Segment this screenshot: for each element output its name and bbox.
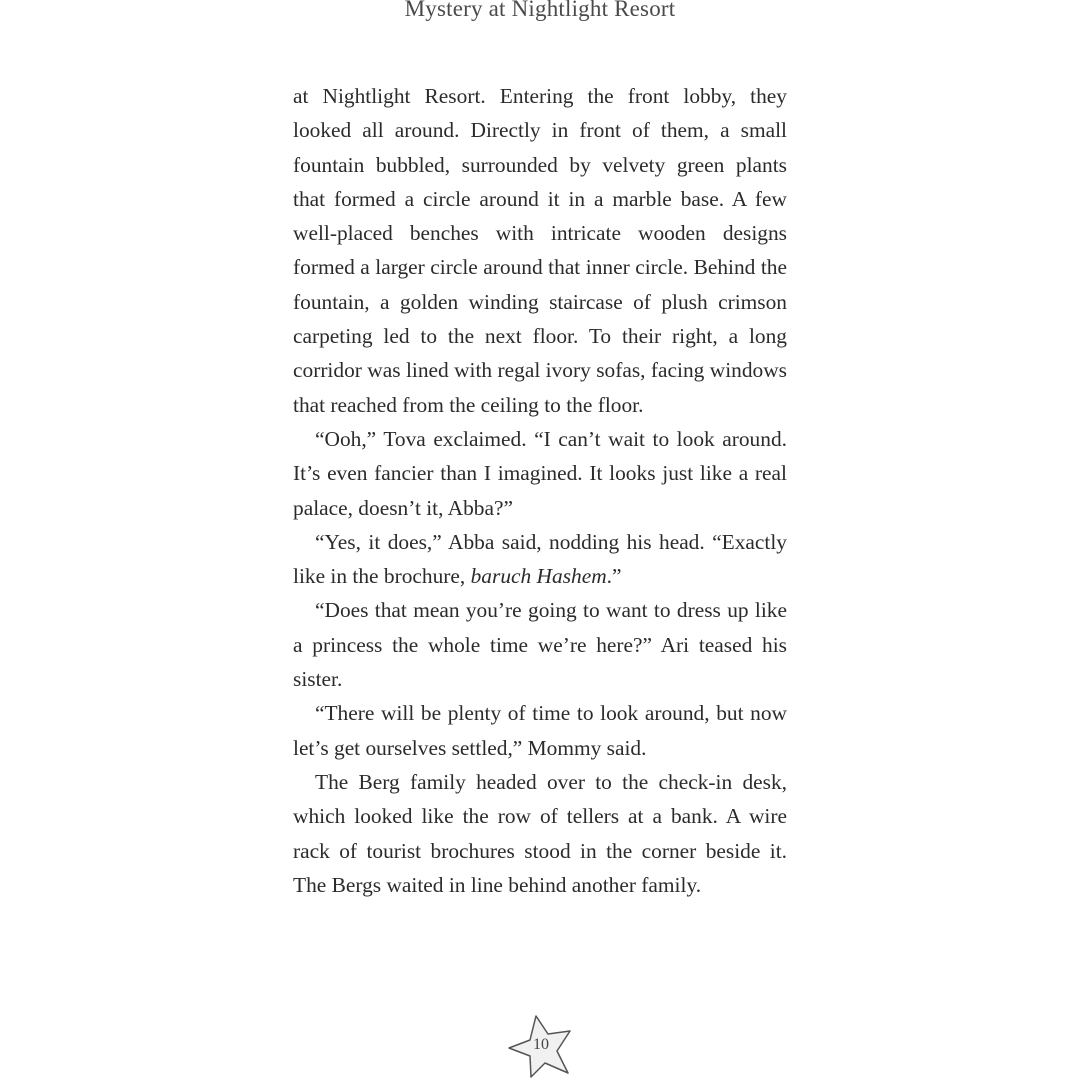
paragraph-6: The Berg family headed over to the check-in desk, which looked like the row of tellers at a bank. A wire rack of tourist brochures stood in the corner beside it. The Bergs waited in line behind another family. xyxy=(293,769,787,897)
body-text xyxy=(293,79,787,902)
paragraph-3-text: “Yes, it does,” Abba said, nodding his head. “Exactly like in the brochure, xyxy=(293,529,787,589)
paragraph-4: “Does that mean you’re going to want to dress up like a princess the whole time we’re here?” Ari teased his sister. xyxy=(293,598,787,692)
page-number-badge xyxy=(506,1013,572,1079)
running-head-title: Mystery at Nightlight Resort xyxy=(404,0,676,21)
paragraph-5: “There will be plenty of time to look around, but now let’s get ourselves settled,” Mommy said. xyxy=(293,701,787,760)
paragraph-2: “Ooh,” Tova exclaimed. “I can’t wait to look around. It’s even fancier than I imagined. It looks just like a real palace, doesn’t it, Abba?” xyxy=(293,426,787,520)
paragraph-3 xyxy=(293,525,787,594)
paragraph-3-italic: baruch Hashem xyxy=(470,564,607,589)
paragraph-1: at Nightlight Resort. Entering the front lobby, they looked all around. Directly in front of them, a small fountain bubbled, surrounded by velvety green plants that formed a circle around it in a marble base. A few well-placed benches with intricate wooden designs formed a larger circle around that inner circle. Behind the fountain, a golden winding staircase of plush crimson carpeting led to the next floor. To their right, a long corridor was lined with regal ivory sofas, facing windows that reached from the ceiling to the floor. xyxy=(293,84,787,417)
page-number: 10 xyxy=(533,1036,549,1053)
paragraph-3-end: .” xyxy=(606,564,622,589)
